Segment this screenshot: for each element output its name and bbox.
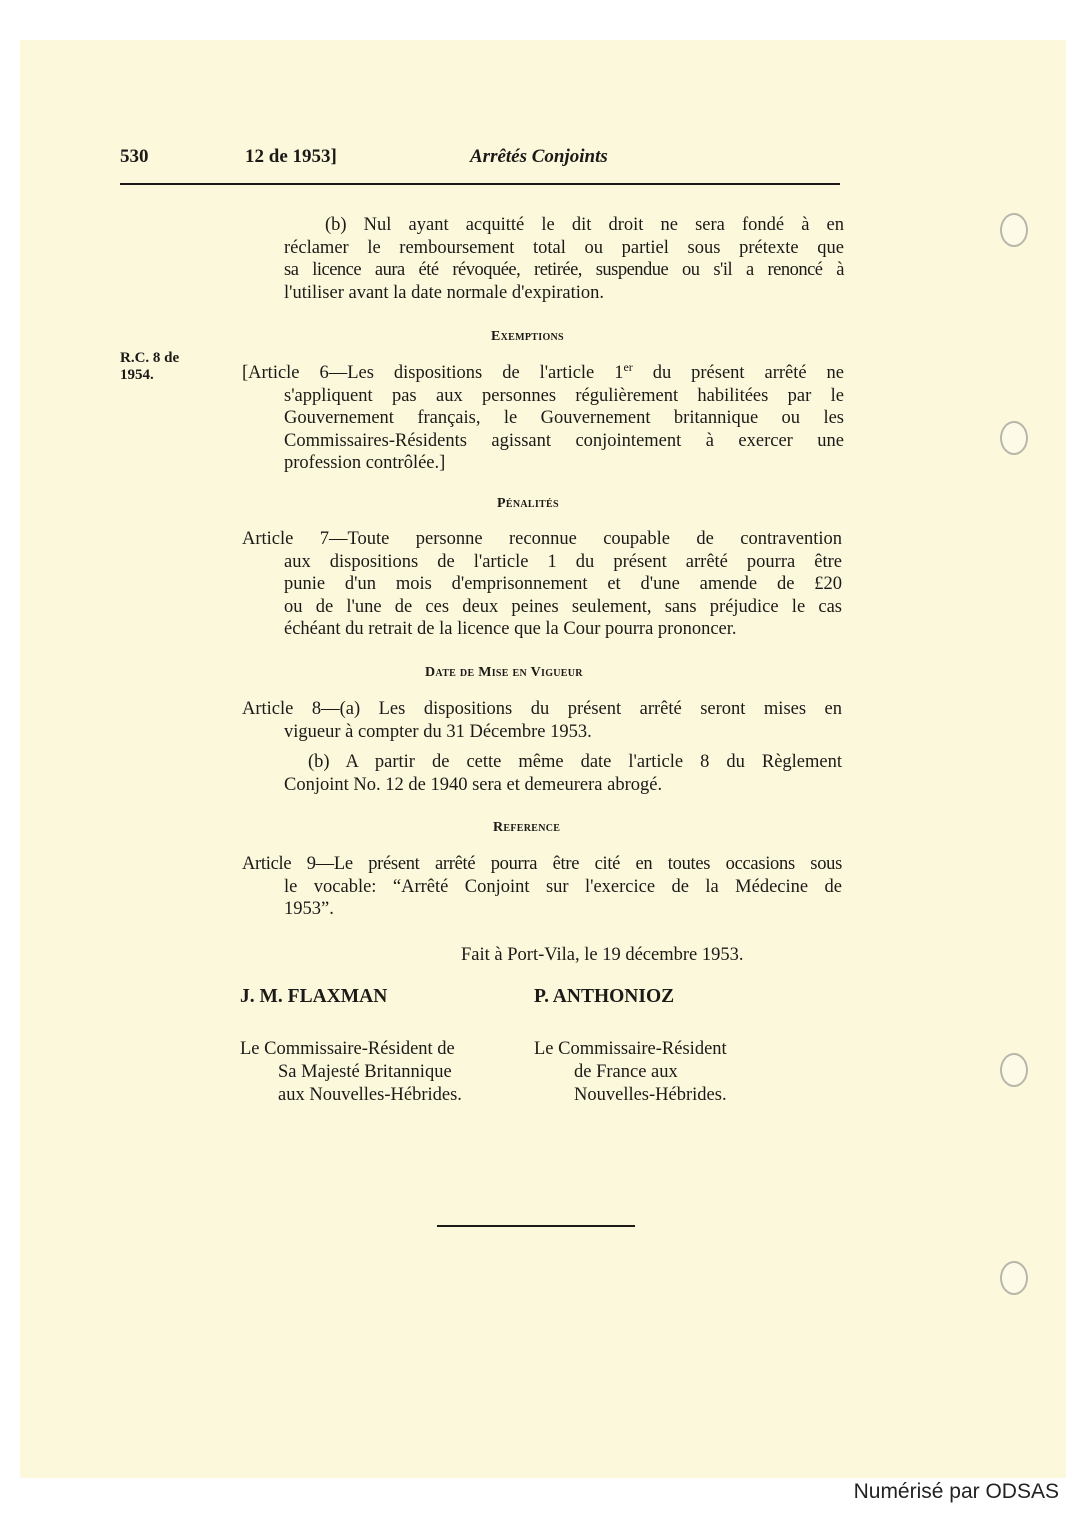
heading-text: Date de Mise en Vigueur: [425, 665, 583, 680]
punch-hole: [1000, 213, 1028, 247]
text-line: ou de l'une de ces deux peines seulement, sans préjudice le cas: [284, 596, 842, 617]
margin-note: [120, 350, 179, 384]
article-9: [242, 853, 842, 921]
text-line: profession contrôlée.]: [284, 453, 446, 474]
punch-hole: [1000, 1053, 1028, 1087]
heading-text: Pénalités: [497, 496, 559, 511]
text-line: aux dispositions de l'article 1 du présent arrêté pourra être: [284, 551, 842, 572]
punch-hole: [1000, 1261, 1028, 1295]
heading-text: Reference: [493, 820, 561, 835]
margin-note-line: 1954.: [120, 367, 154, 383]
article-7: [242, 528, 842, 641]
text-line: l'utiliser avant la date normale d'expiration.: [284, 282, 605, 303]
signatory-name-left: J. M. FLAXMAN: [240, 986, 388, 1007]
title-line: Sa Majesté Britannique: [278, 1062, 452, 1082]
page-number: 530: [120, 146, 149, 167]
text-line: échéant du retrait de la licence que la Cour pourra prononcer.: [284, 619, 737, 639]
heading-text: Exemptions: [491, 329, 564, 344]
running-title: Arrêtés Conjoints: [470, 146, 608, 167]
text-line: vigueur à compter du 31 Décembre 1953.: [284, 721, 592, 742]
text-line: Article 7—Toute personne reconnue coupable de contravention: [242, 529, 842, 549]
text-line: Article 8—(a) Les dispositions du présent arrêté seront mises en: [242, 699, 842, 719]
text-line: [242, 356, 844, 385]
header-rule: [120, 183, 840, 185]
signatory-title-left: [240, 1038, 462, 1107]
superscript-er: er: [623, 360, 633, 374]
text-line: sa licence aura été révoquée, retirée, suspendue ou s'il a renoncé à: [284, 260, 844, 280]
signatory-name-right: P. ANTHONIOZ: [534, 986, 675, 1007]
end-rule: [437, 1225, 635, 1227]
title-line: Nouvelles-Hébrides.: [574, 1085, 727, 1105]
paragraph-b: [284, 214, 844, 304]
text-line: (b) Nul ayant acquitté le dit droit ne sera fondé à en: [325, 215, 844, 235]
digitization-credit: Numérisé par ODSAS: [853, 1480, 1059, 1503]
section-heading-penalites: [497, 496, 559, 512]
text-line: Article 9—Le présent arrêté pourra être cité en toutes occasions sous: [242, 854, 842, 874]
text-line: punie d'un mois d'emprisonnement et d'une amende de £20: [284, 574, 842, 594]
text-line: réclamer le remboursement total ou partiel sous prétexte que: [284, 237, 844, 258]
signing-place-date: Fait à Port-Vila, le 19 décembre 1953.: [461, 945, 744, 965]
article-8: [242, 698, 842, 796]
text-line: (b) A partir de cette même date l'article 8 du Règlement: [308, 752, 842, 772]
section-heading-reference: [493, 820, 560, 836]
article-6-cont: du présent arrêté ne: [632, 363, 844, 384]
title-line: aux Nouvelles-Hébrides.: [278, 1085, 462, 1105]
text-line: Gouvernement français, le Gouvernement britannique ou les: [284, 408, 844, 429]
text-line: Conjoint No. 12 de 1940 sera et demeurera abrogé.: [284, 774, 663, 795]
section-heading-exemptions: [491, 329, 564, 345]
text-line: s'appliquent pas aux personnes régulièrement habilitées par le: [284, 385, 844, 406]
text-line: le vocable: “Arrêté Conjoint sur l'exercice de la Médecine de: [284, 876, 842, 897]
margin-note-line: R.C. 8 de: [120, 350, 180, 366]
article-6-start: [Article 6—Les dispositions de l'article 1: [242, 363, 624, 384]
title-line: Le Commissaire-Résident: [534, 1039, 727, 1059]
text-line: Commissaires-Résidents agissant conjointement à exercer une: [284, 430, 844, 451]
article-6: [242, 356, 844, 475]
section-heading-vigueur: [425, 665, 583, 681]
issue-reference: 12 de 1953]: [245, 146, 337, 167]
punch-hole: [1000, 421, 1028, 455]
title-line: de France aux: [574, 1062, 678, 1082]
text-line: 1953”.: [284, 899, 334, 919]
signatory-title-right: [534, 1038, 727, 1107]
title-line: Le Commissaire-Résident de: [240, 1039, 455, 1059]
